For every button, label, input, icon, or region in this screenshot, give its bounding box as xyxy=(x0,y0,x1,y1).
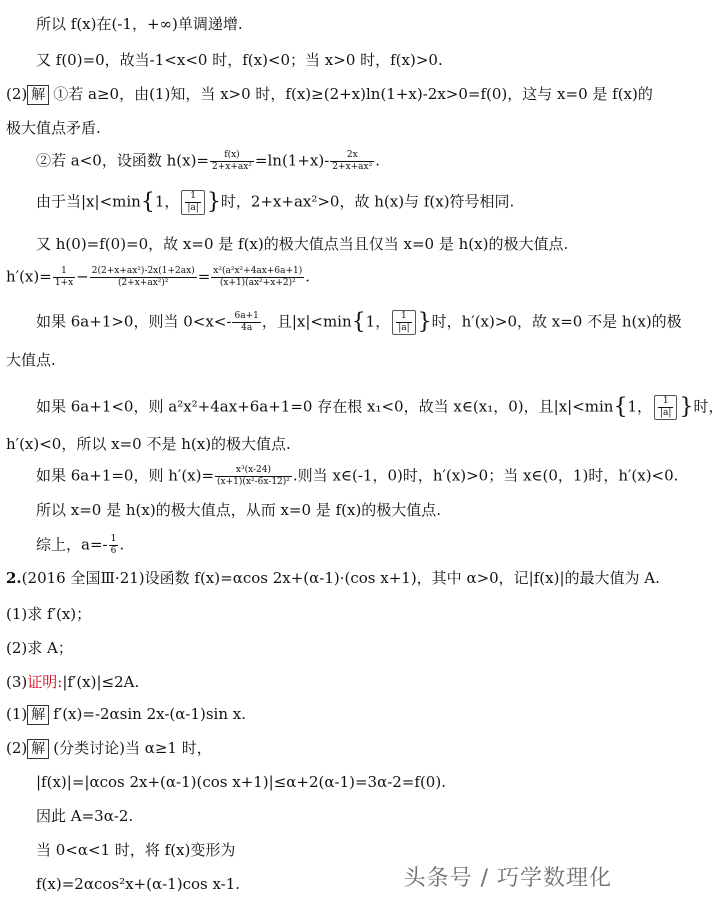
fraction-denominator: 6 xyxy=(110,546,117,556)
fraction-denominator: (2+x+ax²)² xyxy=(117,278,169,288)
left-brace-icon: { xyxy=(351,309,366,335)
line-text: (3) xyxy=(6,673,28,691)
part-number: (2) xyxy=(6,739,28,757)
fraction xyxy=(211,266,304,289)
line-text: ，且|x|<min xyxy=(261,312,352,331)
square-root xyxy=(654,395,677,420)
text-line: 大值点. xyxy=(6,351,56,369)
line-text: 1， xyxy=(365,312,391,331)
text-line xyxy=(36,465,678,488)
text-line xyxy=(6,266,310,289)
right-brace-icon: } xyxy=(206,189,221,215)
text-line: (1)求 f′(x)； xyxy=(6,605,92,623)
fraction-denominator: |a| xyxy=(187,203,199,213)
fraction-denominator: 1+x xyxy=(54,278,74,288)
fraction xyxy=(396,311,411,334)
fraction xyxy=(109,534,119,557)
line-text: 如果 6a+1>0，则当 0<x<- xyxy=(36,312,232,331)
text-line: 极大值点矛盾. xyxy=(6,119,101,137)
fraction-numerator: 1 xyxy=(185,191,200,203)
text-line: 又 h(0)=f(0)=0，故 x=0 是 f(x)的极大值点当且仅当 x=0 是 h(x)的极大值点. xyxy=(36,235,569,253)
right-brace-icon: } xyxy=(417,309,432,335)
solution-label: 解 xyxy=(27,705,49,725)
text-line xyxy=(6,704,246,725)
fraction xyxy=(232,311,260,334)
problem-number: 2. xyxy=(6,569,22,587)
watermark: 头条号 / 巧学数理化 xyxy=(403,866,612,891)
fraction-numerator: 1 xyxy=(396,311,411,323)
line-text: 如果 6a+1<0，则 a²x²+4ax+6a+1=0 存在根 x₁<0，故当 x∈(x₁，0)，且|x|<min xyxy=(36,397,614,416)
fraction-numerator: 6a+1 xyxy=(234,311,259,321)
line-text: . xyxy=(375,151,381,170)
line-text: 综上，a=- xyxy=(36,535,108,554)
line-text: 时，2+x+ax²>0，故 h(x)与 f(x)符号相同. xyxy=(220,192,515,211)
line-text: =ln(1+x)- xyxy=(254,151,330,170)
line-text: h′(x)= xyxy=(6,267,52,286)
fraction-numerator: x²(a²x²+4ax+6a+1) xyxy=(213,266,303,276)
text-line: 所以 f(x)在(-1，+∞)单调递增. xyxy=(36,15,243,33)
line-text: 由于当|x|<min xyxy=(36,192,141,211)
solution-label: 解 xyxy=(27,85,49,105)
line-text: ①若 a≥0，由(1)知，当 x>0 时，f(x)≥(2+x)ln(1+x)-2x>0=f(0)，这与 x=0 是 f(x)的 xyxy=(53,85,653,103)
text-line xyxy=(36,150,380,173)
line-text: 1， xyxy=(154,192,180,211)
right-brace-icon: } xyxy=(679,394,694,420)
fraction xyxy=(330,150,374,173)
part-number: (2) xyxy=(6,85,28,103)
fraction-numerator: 1 xyxy=(53,266,75,278)
fraction-denominator: 2+x+ax² xyxy=(332,162,373,172)
text-line xyxy=(36,395,723,420)
square-root xyxy=(392,310,415,335)
fraction xyxy=(215,465,292,488)
text-line xyxy=(6,84,653,105)
fraction xyxy=(658,396,673,419)
fraction-denominator: |a| xyxy=(660,408,672,418)
solution-label: 解 xyxy=(27,739,49,759)
text-line: f(x)=2αcos²x+(α-1)cos x-1. xyxy=(36,875,241,893)
text-line xyxy=(6,738,212,759)
fraction-numerator: f(x) xyxy=(210,150,254,162)
text-line: 又 f(0)=0，故当-1<x<0 时，f(x)<0；当 x>0 时，f(x)>0. xyxy=(36,51,443,69)
line-text: 1， xyxy=(627,397,653,416)
fraction-denominator: (x+1)(x²-6x-12)² xyxy=(217,477,290,487)
fraction-denominator: 4a xyxy=(241,323,253,333)
text-line: 因此 A=3α-2. xyxy=(36,807,134,825)
line-text: 时，h′(x)>0，故 x=0 不是 h(x)的极 xyxy=(431,312,682,331)
text-line xyxy=(6,568,660,588)
text-line: |f(x)|=|αcos 2x+(α-1)(cos x+1)|≤α+2(α-1)=3α-2=f(0). xyxy=(36,773,446,791)
fraction-denominator: |a| xyxy=(398,323,410,333)
fraction-numerator: 2(2+x+ax²)-2x(1+2ax) xyxy=(91,266,195,276)
line-text: f′(x)=-2αsin 2x-(α-1)sin x. xyxy=(53,705,247,723)
square-root xyxy=(181,190,204,215)
fraction-numerator: 2x xyxy=(330,150,374,162)
line-text: 如果 6a+1=0，则 h′(x)= xyxy=(36,466,215,485)
line-text: . xyxy=(119,535,125,554)
proof-label: 证明: xyxy=(27,673,63,691)
left-brace-icon: { xyxy=(613,394,628,420)
fraction-numerator: x³(x-24) xyxy=(215,465,292,477)
line-text: = xyxy=(197,267,211,286)
text-line xyxy=(36,190,514,215)
fraction xyxy=(185,191,200,214)
line-text: |f′(x)|≤2A. xyxy=(62,673,140,691)
text-line xyxy=(36,310,682,335)
line-text: 时， xyxy=(693,397,723,416)
fraction-denominator: 2+x+ax² xyxy=(211,162,252,172)
text-line: (2)求 A； xyxy=(6,639,73,657)
text-line: 当 0<α<1 时，将 f(x)变形为 xyxy=(36,841,236,859)
fraction-denominator: (x+1)(ax²+x+2)² xyxy=(219,278,296,288)
line-text: . xyxy=(305,267,311,286)
fraction-numerator: 1 xyxy=(110,534,117,544)
line-text: − xyxy=(76,267,89,286)
part-number: (1) xyxy=(6,705,28,723)
text-line xyxy=(6,672,139,692)
line-text: (2016 全国Ⅲ·21)设函数 f(x)=αcos 2x+(α-1)·(cos x+1)，其中 α>0，记|f(x)|的最大值为 A. xyxy=(21,569,660,587)
fraction xyxy=(90,266,197,289)
text-line: h′(x)<0，所以 x=0 不是 h(x)的极大值点. xyxy=(6,435,291,453)
line-text: ②若 a<0，设函数 h(x)= xyxy=(36,151,209,170)
line-text: (分类讨论)当 α≥1 时， xyxy=(53,739,212,757)
fraction-numerator: 1 xyxy=(658,396,673,408)
text-line xyxy=(36,534,124,557)
fraction xyxy=(210,150,254,173)
fraction xyxy=(53,266,75,289)
text-line: 所以 x=0 是 h(x)的极大值点，从而 x=0 是 f(x)的极大值点. xyxy=(36,501,442,519)
line-text: .则当 x∈(-1，0)时，h′(x)>0；当 x∈(0，1)时，h′(x)<0. xyxy=(292,466,679,485)
left-brace-icon: { xyxy=(140,189,155,215)
